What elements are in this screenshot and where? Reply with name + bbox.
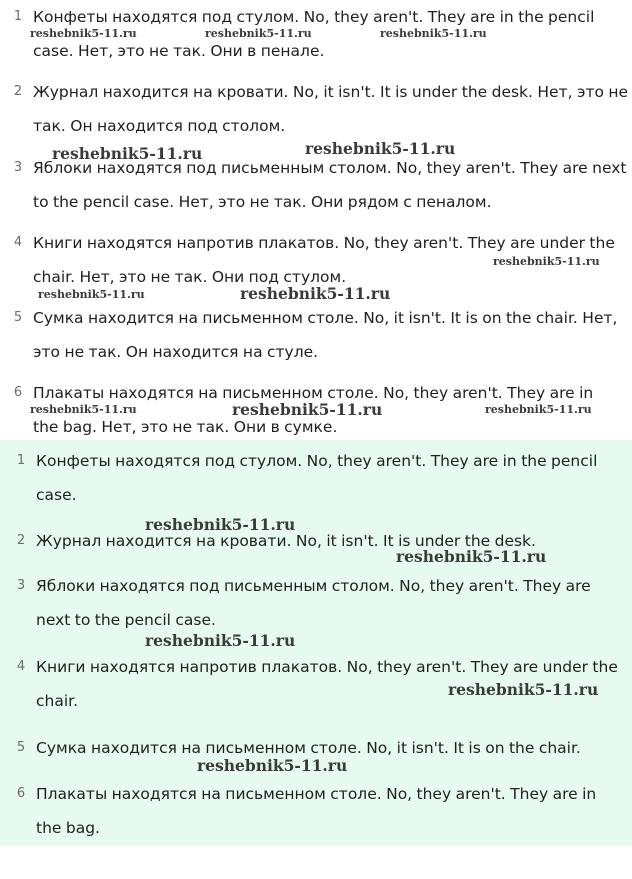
watermark: reshebnik5-11.ru xyxy=(305,139,456,158)
watermark: reshebnik5-11.ru xyxy=(240,284,391,303)
watermark: reshebnik5-11.ru xyxy=(30,403,137,416)
watermark: reshebnik5-11.ru xyxy=(145,515,296,534)
item-text: Журнал находится на кровати. No, it isn't. It is under the desk. xyxy=(36,532,536,550)
item-number: 2 xyxy=(13,84,23,99)
item-text: Плакаты находятся на письменном столе. No, they aren't. They are in the bag. xyxy=(36,785,597,837)
item-text: Книги находятся напротив плакатов. No, they aren't. They are under the chair. xyxy=(36,658,618,710)
item-text: Книги находятся напротив плакатов. No, they aren't. They are under the chair. Нет, это не так. Они под стулом. xyxy=(33,234,615,286)
list-item xyxy=(0,301,632,369)
item-text: Конфеты находятся под стулом. No, they aren't. They are in the pencil case. Нет, это не так. Они в пенале. xyxy=(33,8,595,60)
watermark: reshebnik5-11.ru xyxy=(448,680,599,699)
item-text: Плакаты находятся на письменном столе. No, they aren't. They are in the bag. Нет, это не так. Они в сумке. xyxy=(33,384,594,436)
item-number: 5 xyxy=(16,740,26,755)
watermark: reshebnik5-11.ru xyxy=(485,403,592,416)
list-item xyxy=(0,777,632,845)
watermark: reshebnik5-11.ru xyxy=(205,27,312,40)
item-text: Яблоки находятся под письменным столом. No, they aren't. They are next to the pencil case. xyxy=(36,577,591,629)
watermark: reshebnik5-11.ru xyxy=(396,547,547,566)
list-item xyxy=(0,444,632,512)
item-text: Яблоки находятся под письменным столом. No, they aren't. They are next to the pencil case. Нет, это не так. Они рядом с пеналом. xyxy=(33,159,627,211)
watermark: reshebnik5-11.ru xyxy=(232,400,383,419)
item-number: 1 xyxy=(16,453,26,468)
item-number: 3 xyxy=(13,160,23,175)
watermark: reshebnik5-11.ru xyxy=(52,144,203,163)
item-number: 2 xyxy=(16,533,26,548)
item-number: 6 xyxy=(16,786,26,801)
watermark: reshebnik5-11.ru xyxy=(38,288,145,301)
item-text: Журнал находится на кровати. No, it isn't. It is under the desk. Нет, это не так. Он находится под столом. xyxy=(33,83,629,135)
watermark: reshebnik5-11.ru xyxy=(493,255,600,268)
watermark: reshebnik5-11.ru xyxy=(197,756,348,775)
item-number: 5 xyxy=(13,310,23,325)
answers-short xyxy=(0,440,632,846)
item-text: Конфеты находятся под стулом. No, they aren't. They are in the pencil case. xyxy=(36,452,598,504)
watermark: reshebnik5-11.ru xyxy=(380,27,487,40)
watermark: reshebnik5-11.ru xyxy=(145,631,296,650)
item-number: 3 xyxy=(16,578,26,593)
item-number: 4 xyxy=(13,235,23,250)
item-text: Сумка находится на письменном столе. No, it isn't. It is on the chair. xyxy=(36,739,581,757)
list-item xyxy=(0,75,632,143)
item-text: Сумка находится на письменном столе. No, it isn't. It is on the chair. Нет, это не так. Он находится на стуле. xyxy=(33,309,618,361)
item-number: 6 xyxy=(13,385,23,400)
watermark: reshebnik5-11.ru xyxy=(30,27,137,40)
item-number: 4 xyxy=(16,659,26,674)
item-number: 1 xyxy=(13,9,23,24)
list-item xyxy=(0,569,632,637)
